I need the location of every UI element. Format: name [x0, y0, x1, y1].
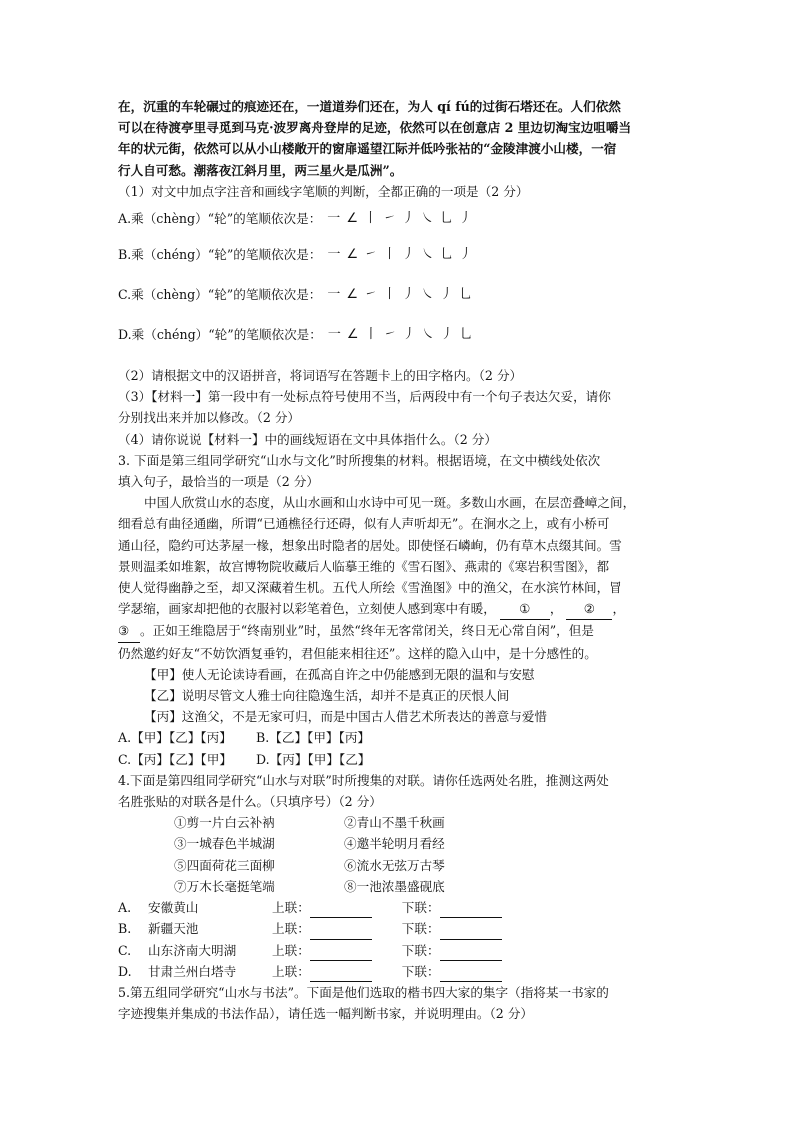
blank-3: ③ [118, 620, 140, 642]
text-line: 在，沉重的车轮碾过的痕迹还在，一道道券们还在，为人 qí fú的过街石塔还在。人们依然 [118, 99, 621, 114]
passage-line: 使人觉得幽静之至，却又深藏着生机。五代人所绘《雪渔图》中的渔父，在水滨竹林间，冒 [118, 580, 622, 596]
couplet-item: ⑧一池浓墨盛砚底 [344, 878, 445, 894]
text-line: 年的状元街，依然可以从小山楼敞开的窗扉遥望江际并低吟张祜的“金陵津渡小山楼，一宿 [118, 141, 617, 157]
up-answer-field[interactable] [310, 897, 372, 918]
row-letter: B. [118, 921, 132, 937]
passage-text: 。正如王维隐居于“终南别业”时，虽然“终年无客常闭关，终日无心常自闲”，但是 [140, 623, 594, 639]
stroke: 丿 [402, 210, 416, 226]
place-name: 安徽黄山 [148, 900, 199, 916]
options-row [118, 749, 678, 770]
option-d [118, 315, 678, 355]
stroke: 丨 [383, 287, 397, 303]
up-label: 上联： [272, 921, 310, 937]
stroke-order-d [328, 324, 473, 345]
stroke: 丿 [402, 327, 416, 343]
stroke: ∠ [346, 210, 358, 226]
question-3: （3）【材料一】第一段中有一处标点符号使用不当，后两段中有一个句子表达欠妥，请你 [118, 389, 611, 405]
stroke: 一 [327, 210, 341, 226]
up-label: 上联： [272, 963, 310, 979]
passage-line [118, 620, 678, 642]
stroke: 丿 [402, 247, 416, 263]
option-a: A.【甲】【乙】【丙】 [118, 730, 232, 746]
row-letter: C. [118, 942, 132, 958]
couplet-list [118, 812, 678, 897]
passage-line: 仍然邀约好友“不妨饮酒复垂钓，君但能来相往还”。这样的隐入山中，是十分感性的。 [118, 645, 597, 661]
passage-line: 通山径，隐约可达茅屋一椽，想象出时隐者的居处。即使怪石嶙峋，仍有草木点缀其间。雪 [118, 537, 622, 553]
option-label: C.乘（chèng）“轮”的笔顺依次是： [118, 287, 322, 303]
down-label: 下联： [401, 900, 440, 916]
answer-row [118, 940, 678, 961]
option-b [118, 235, 678, 275]
stroke: 丨 [364, 327, 378, 343]
stroke: ㇏ [421, 210, 435, 226]
down-label: 下联： [401, 942, 440, 958]
stroke: 乚 [440, 210, 454, 226]
couplet-item: ①剪一片白云补衲 [174, 815, 275, 831]
place-name: 山东济南大明湖 [148, 942, 237, 958]
up-answer-field[interactable] [310, 961, 372, 982]
choice-jia: 【甲】使人无论读诗看画，在孤高自许之中仍能感到无限的温和与安慰 [144, 666, 535, 682]
stroke-order-a [327, 208, 472, 229]
stroke-order-c [327, 284, 472, 305]
place-name: 甘肃兰州白塔寺 [148, 963, 237, 979]
stroke: ㇀ [382, 210, 396, 226]
stroke: 乚 [459, 287, 473, 303]
answer-row [118, 961, 678, 982]
section-3-heading-cont: 填入句子，最恰当的一项是（2 分） [118, 474, 319, 490]
up-label: 上联： [272, 942, 310, 958]
option-c [118, 275, 678, 315]
options-row [118, 727, 678, 748]
stroke: 丿 [459, 247, 473, 263]
passage-line: 细看总有曲径通幽，所谓“已通樵径行还碍，似有人声听却无”。在涧水之上，或有小桥可 [118, 516, 610, 532]
section-5-heading: 5.第五组同学研究“山水与书法”。下面是他们选取的楷书四大家的集字（指将某一书家的 [118, 984, 609, 1000]
section-5-heading-cont: 字迹搜集并集成的书法作品），请任选一幅判断书家，并说明理由。（2 分） [118, 1006, 534, 1022]
text-line: 可以在待渡亭里寻觅到马克·波罗离舟登岸的足迹，依然可以在创意店 2 里边切淘宝边咀嚼当 [118, 120, 632, 136]
couplet-answer-table [118, 897, 678, 982]
stroke: 一 [327, 327, 341, 343]
blank-1: ① [500, 598, 550, 620]
option-b: B.【乙】【甲】【丙】 [256, 730, 371, 746]
stroke: 乚 [459, 327, 473, 343]
choice-yi: 【乙】说明尽管文人雅士向往隐逸生活，却并不是真正的厌恨人间 [144, 688, 510, 704]
stroke: 丿 [440, 287, 454, 303]
stroke: ㇏ [421, 287, 435, 303]
stroke: ∠ [346, 247, 359, 263]
down-label: 下联： [401, 963, 440, 979]
section-3-heading: 3. 下面是第三组同学研究“山水与文化”时所搜集的材料。根据语境，在文中横线处依次 [118, 452, 601, 468]
row-letter: A. [118, 900, 132, 916]
question-4: （4）请你说说【材料一】中的画线短语在文中具体指什么。（2 分） [118, 431, 497, 447]
stroke: 丿 [402, 287, 416, 303]
stroke: ∠ [346, 327, 359, 343]
couplet-item: ⑥流水无弦万古琴 [344, 857, 445, 873]
option-c: C.【丙】【乙】【甲】 [118, 751, 232, 767]
passage-line: 学瑟缩，画家却把他的衣服衬以彩笔着色，立刻使人感到寒中有暖， ① ， ② ， [118, 598, 678, 620]
text-line: 行人自可愁。潮落夜江斜月里，两三星火是瓜洲”。 [118, 162, 403, 178]
question-2: （2）请根据文中的汉语拼音，将词语写在答题卡上的田字格内。（2 分） [118, 368, 523, 384]
up-answer-field[interactable] [310, 940, 372, 961]
stroke: ㇀ [364, 247, 378, 263]
stroke: 丨 [363, 210, 377, 226]
option-label: A.乘（chèng）“轮”的笔顺依次是： [118, 210, 322, 226]
row-letter: D. [118, 963, 132, 979]
option-a [118, 202, 678, 235]
down-label: 下联： [401, 921, 440, 937]
question-1: （1）对文中加点字注音和画线字笔顺的判断，全都正确的一项是（2 分） [118, 183, 529, 199]
down-answer-field[interactable] [440, 940, 502, 961]
stroke: 丨 [383, 247, 397, 263]
document-page [118, 96, 678, 1024]
choice-bing: 【丙】这渔父，不是无家可归，而是中国古人借艺术所表达的善意与爱惜 [144, 709, 547, 725]
up-answer-field[interactable] [310, 918, 372, 939]
couplet-item: ④邀半轮明月看经 [344, 836, 445, 852]
option-label: D.乘（chéng）“轮”的笔顺依次是： [118, 327, 322, 343]
answer-row [118, 918, 678, 939]
passage-text: 学瑟缩，画家却把他的衣服衬以彩笔着色，立刻使人感到寒中有暖， [118, 601, 496, 617]
question-3-cont: 分别找出来并加以修改。（2 分） [118, 410, 301, 426]
passage-line: 中国人欣赏山水的态度，从山水画和山水诗中可见一斑。多数山水画，在层峦叠嶂之间， [144, 495, 636, 511]
stroke: 乚 [440, 247, 454, 263]
down-answer-field[interactable] [440, 961, 502, 982]
place-name: 新疆天池 [148, 921, 199, 937]
q1-options [118, 202, 678, 355]
couplet-item: ⑤四面荷花三面柳 [174, 857, 275, 873]
down-answer-field[interactable] [440, 897, 502, 918]
stroke: ∠ [346, 287, 359, 303]
stroke: ㇏ [421, 327, 435, 343]
option-label: B.乘（chéng）“轮”的笔顺依次是： [118, 247, 322, 263]
stroke: 一 [327, 287, 341, 303]
section-4-heading-cont: 名胜张贴的对联各是什么。（只填序号）（2 分） [118, 794, 382, 810]
up-label: 上联： [272, 900, 310, 916]
down-answer-field[interactable] [440, 918, 502, 939]
passage-line: 景则温柔如堆絮，故宫博物院收藏后人临摹王维的《雪石图》、燕肃的《寒岩积雪图》，都 [118, 558, 610, 574]
stroke: ㇀ [383, 327, 397, 343]
blank-2: ② [566, 598, 612, 620]
stroke: ㇏ [421, 247, 435, 263]
stroke: ㇀ [364, 287, 378, 303]
stroke: 丿 [440, 327, 454, 343]
stroke-order-b [327, 244, 472, 265]
stroke: 一 [327, 247, 341, 263]
section-4-heading: 4.下面是第四组同学研究“山水与对联”时所搜集的对联。请你任选两处名胜，推测这两处 [118, 772, 609, 788]
couplet-item: ②青山不墨千秋画 [344, 815, 445, 831]
option-d: D.【丙】【甲】【乙】 [256, 751, 371, 767]
stroke: 丿 [459, 210, 473, 226]
couplet-item: ③一城春色半城湖 [174, 836, 275, 852]
couplet-item: ⑦万木长毫挺笔端 [174, 878, 275, 894]
answer-row [118, 897, 678, 918]
